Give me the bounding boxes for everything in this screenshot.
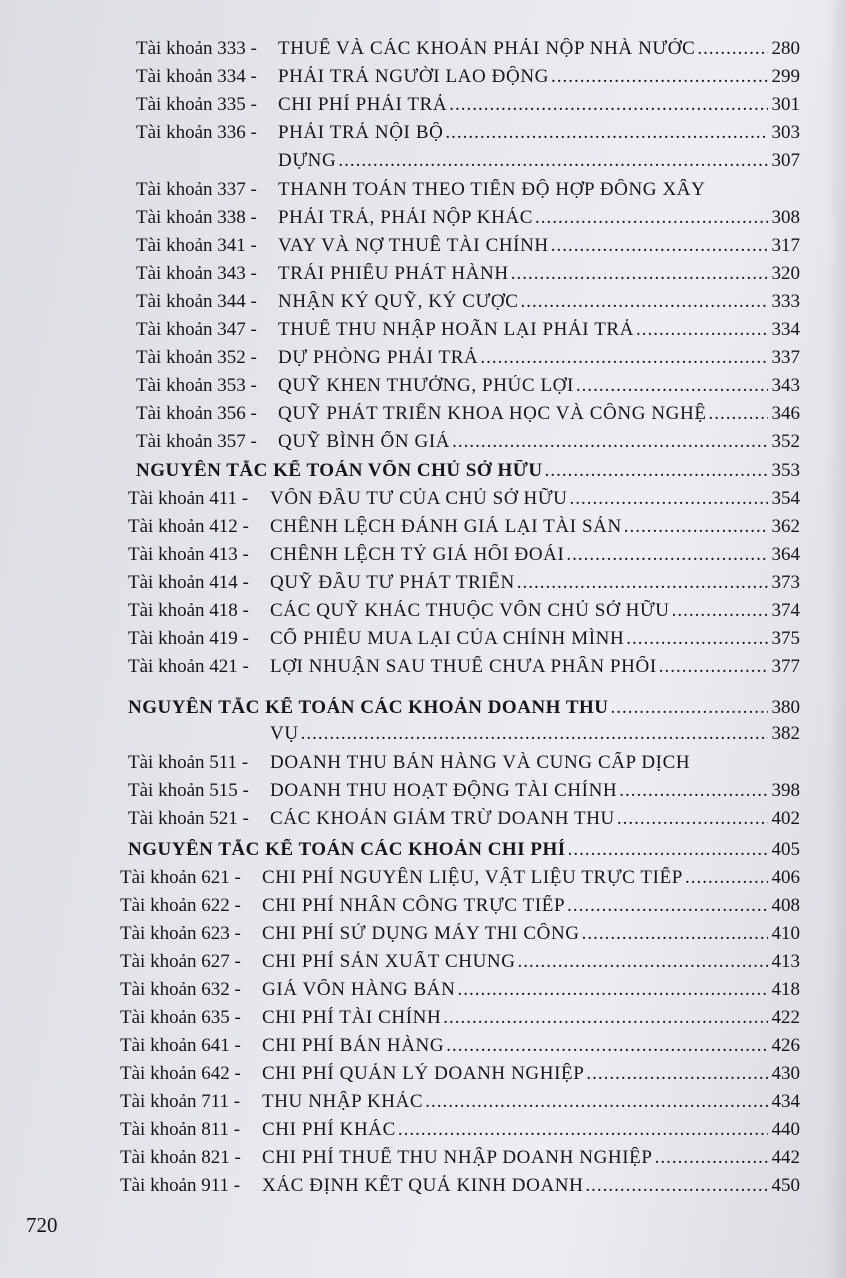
page-ref: 353 (771, 460, 800, 481)
toc-entry (136, 291, 800, 313)
toc-entry (120, 1063, 800, 1085)
account-code: Tài khoản 357 - (136, 431, 257, 452)
toc-section-heading (136, 460, 800, 482)
toc-entry (128, 600, 800, 622)
account-code: Tài khoản 352 - (136, 347, 257, 368)
dot-leader (626, 628, 768, 650)
page-ref: 413 (771, 951, 800, 972)
page-ref: 337 (771, 347, 800, 368)
account-title: QUỸ BÌNH ỔN GIÁ (278, 431, 451, 452)
dot-leader (697, 38, 768, 60)
dot-leader (655, 1147, 768, 1169)
account-code: Tài khoản 414 - (128, 572, 249, 593)
toc-section-heading (128, 697, 800, 719)
account-code: Tài khoản 642 - (120, 1063, 241, 1084)
page-ref: 317 (771, 235, 800, 256)
dot-leader (443, 1007, 768, 1029)
toc-entry (128, 808, 800, 830)
toc-entry (128, 656, 800, 678)
account-code: Tài khoản 627 - (120, 951, 241, 972)
dot-leader (566, 544, 768, 566)
dot-leader (452, 431, 768, 453)
toc-entry (120, 1091, 800, 1113)
account-title: CHI PHÍ NHÂN CÔNG TRỰC TIẾP (262, 895, 566, 916)
account-code: Tài khoản 711 - (120, 1091, 241, 1112)
page-ref: 382 (771, 723, 800, 744)
account-code: Tài khoản 632 - (120, 979, 241, 1000)
page-ref: 398 (771, 780, 800, 801)
toc-entry (136, 66, 800, 88)
account-code: Tài khoản 333 - (136, 38, 257, 59)
dot-leader (636, 319, 768, 341)
account-code: Tài khoản 641 - (120, 1035, 241, 1056)
account-code: Tài khoản 334 - (136, 66, 257, 87)
toc-entry (136, 207, 800, 229)
account-title: THUẾ VÀ CÁC KHOẢN PHẢI NỘP NHÀ NƯỚC (278, 38, 696, 59)
page-ref: 442 (771, 1147, 800, 1168)
dot-leader (685, 867, 768, 889)
dot-leader (551, 66, 768, 88)
page-ref: 434 (771, 1091, 800, 1112)
dot-leader (517, 572, 768, 594)
section-title: NGUYÊN TẮC KẾ TOÁN VỐN CHỦ SỞ HỮU (136, 460, 543, 481)
page-ref: 418 (771, 979, 800, 1000)
page-ref: 405 (771, 839, 800, 860)
page-number: 720 (26, 1213, 58, 1237)
dot-leader (535, 207, 768, 229)
page-ref: 333 (771, 291, 800, 312)
page-ref: 301 (771, 94, 800, 115)
account-title: CỔ PHIẾU MUA LẠI CỦA CHÍNH MÌNH (270, 628, 625, 649)
page-ref: 334 (771, 319, 800, 340)
account-code: Tài khoản 622 - (120, 895, 241, 916)
account-code: Tài khoản 623 - (120, 923, 241, 944)
account-title: CÁC QUỸ KHÁC THUỘC VỐN CHỦ SỞ HỮU (270, 600, 670, 621)
account-title: CHI PHÍ TÀI CHÍNH (262, 1007, 442, 1028)
toc-entry (120, 867, 800, 889)
dot-leader (567, 895, 768, 917)
toc-entry (120, 1007, 800, 1029)
toc-entry (120, 979, 800, 1001)
account-code: Tài khoản 515 - (128, 780, 249, 801)
toc-entry (120, 1119, 800, 1141)
toc-entry (128, 628, 800, 650)
page-ref: 362 (771, 516, 800, 537)
account-title: CÁC KHOẢN GIẢM TRỪ DOANH THU (270, 808, 615, 829)
account-code: Tài khoản 418 - (128, 600, 249, 621)
account-title: QUỸ KHEN THƯỞNG, PHÚC LỢI (278, 375, 574, 396)
page-ref: 374 (771, 600, 800, 621)
page-ref: 440 (771, 1119, 800, 1140)
account-code: Tài khoản 337 - (136, 179, 257, 200)
account-code: Tài khoản 338 - (136, 207, 257, 228)
toc-entry (128, 544, 800, 566)
toc-entry (136, 263, 800, 285)
account-title: CHI PHÍ NGUYÊN LIỆU, VẬT LIỆU TRỰC TIẾP (262, 867, 683, 888)
toc-entry (136, 235, 800, 257)
toc-entry (136, 122, 800, 144)
account-code: Tài khoản 356 - (136, 403, 257, 424)
dot-leader (449, 94, 768, 116)
page-ref: 430 (771, 1063, 800, 1084)
page-edge-shadow (826, 0, 846, 1278)
account-code: Tài khoản 821 - (120, 1147, 241, 1168)
toc-entry (120, 895, 800, 917)
toc-entry-continuation (270, 723, 800, 745)
account-code: Tài khoản 335 - (136, 94, 257, 115)
toc-entry-continuation (278, 150, 800, 172)
dot-leader (709, 403, 768, 425)
toc-section-heading (128, 839, 800, 861)
account-title: LỢI NHUẬN SAU THUẾ CHƯA PHÂN PHỐI (270, 656, 657, 677)
account-code: Tài khoản 347 - (136, 319, 257, 340)
section-title: NGUYÊN TẮC KẾ TOÁN CÁC KHOẢN DOANH THU (128, 697, 609, 718)
account-title: TRÁI PHIẾU PHÁT HÀNH (278, 263, 509, 284)
account-title: CHI PHÍ PHẢI TRẢ (278, 94, 448, 115)
toc-entry (136, 179, 800, 201)
account-code: Tài khoản 635 - (120, 1007, 241, 1028)
toc-entry (136, 38, 800, 60)
account-title: DOANH THU BÁN HÀNG VÀ CUNG CẤP DỊCH (270, 752, 691, 773)
account-code: Tài khoản 421 - (128, 656, 249, 677)
account-title: QUỸ ĐẦU TƯ PHÁT TRIỂN (270, 572, 515, 593)
page-ref: 364 (771, 544, 800, 565)
dot-leader (672, 600, 768, 622)
dot-leader (611, 697, 768, 719)
page-ref: 280 (771, 38, 800, 59)
account-title: CHI PHÍ SẢN XUẤT CHUNG (262, 951, 516, 972)
account-title: PHẢI TRẢ, PHẢI NỘP KHÁC (278, 207, 534, 228)
toc-entry (120, 923, 800, 945)
page-ref: 354 (771, 488, 800, 509)
account-code: Tài khoản 911 - (120, 1175, 241, 1196)
account-title: THANH TOÁN THEO TIẾN ĐỘ HỢP ĐỒNG XÂY (278, 179, 706, 200)
toc-entry (128, 572, 800, 594)
dot-leader (445, 122, 768, 144)
page-ref: 410 (771, 923, 800, 944)
toc-entry (136, 94, 800, 116)
toc-entry (136, 319, 800, 341)
dot-leader (398, 1119, 768, 1141)
dot-leader (659, 656, 768, 678)
dot-leader (570, 488, 769, 510)
account-title: XÁC ĐỊNH KẾT QUẢ KINH DOANH (262, 1175, 584, 1196)
account-code: Tài khoản 413 - (128, 544, 249, 565)
account-title: NHẬN KÝ QUỸ, KÝ CƯỢC (278, 291, 519, 312)
account-title: VỐN ĐẦU TƯ CỦA CHỦ SỞ HỮU (270, 488, 568, 509)
toc-entry (136, 403, 800, 425)
account-code: Tài khoản 811 - (120, 1119, 241, 1140)
toc-entry (128, 780, 800, 802)
account-title: QUỸ PHÁT TRIỂN KHOA HỌC VÀ CÔNG NGHỆ (278, 403, 707, 424)
dot-leader (301, 723, 768, 745)
account-code: Tài khoản 353 - (136, 375, 257, 396)
page-ref: 308 (771, 207, 800, 228)
page-ref: 320 (771, 263, 800, 284)
account-code: Tài khoản 419 - (128, 628, 249, 649)
page-ref: 346 (771, 403, 800, 424)
account-title: THUẾ THU NHẬP HOÃN LẠI PHẢI TRẢ (278, 319, 635, 340)
toc-entry (136, 375, 800, 397)
account-title: CHI PHÍ THUẾ THU NHẬP DOANH NGHIỆP (262, 1147, 653, 1168)
dot-leader (576, 375, 768, 397)
dot-leader (582, 923, 768, 945)
account-title: GIÁ VỐN HÀNG BÁN (262, 979, 456, 1000)
page-ref: 373 (771, 572, 800, 593)
account-code: Tài khoản 521 - (128, 808, 249, 829)
dot-leader (551, 235, 768, 257)
page-ref: 402 (771, 808, 800, 829)
account-code: Tài khoản 511 - (128, 752, 249, 773)
section-title: NGUYÊN TẮC KẾ TOÁN CÁC KHOẢN CHI PHÍ (128, 839, 566, 860)
page-ref: 422 (771, 1007, 800, 1028)
account-title: THU NHẬP KHÁC (262, 1091, 424, 1112)
account-code: Tài khoản 336 - (136, 122, 257, 143)
account-title-continuation: DỰNG (278, 150, 337, 171)
dot-leader (521, 291, 769, 313)
toc-entry (120, 1035, 800, 1057)
dot-leader (624, 516, 768, 538)
account-title: PHẢI TRẢ NỘI BỘ (278, 122, 444, 143)
account-code: Tài khoản 341 - (136, 235, 257, 256)
account-code: Tài khoản 621 - (120, 867, 241, 888)
account-title: CHI PHÍ QUẢN LÝ DOANH NGHIỆP (262, 1063, 585, 1084)
dot-leader (518, 951, 768, 973)
page-ref: 408 (771, 895, 800, 916)
toc-entry (128, 488, 800, 510)
account-code: Tài khoản 412 - (128, 516, 249, 537)
dot-leader (619, 780, 768, 802)
dot-leader (585, 1175, 768, 1197)
page-ref: 377 (771, 656, 800, 677)
dot-leader (457, 979, 768, 1001)
toc-entry (136, 347, 800, 369)
dot-leader (545, 460, 768, 482)
account-title: CHÊNH LỆCH ĐÁNH GIÁ LẠI TÀI SẢN (270, 516, 622, 537)
dot-leader (338, 150, 768, 172)
account-title: CHI PHÍ KHÁC (262, 1119, 396, 1140)
account-code: Tài khoản 343 - (136, 263, 257, 284)
toc-entry (128, 752, 800, 774)
account-title: DỰ PHÒNG PHẢI TRẢ (278, 347, 479, 368)
account-title: DOANH THU HOẠT ĐỘNG TÀI CHÍNH (270, 780, 618, 801)
dot-leader (511, 263, 768, 285)
account-title: CHÊNH LỆCH TỶ GIÁ HỐI ĐOÁI (270, 544, 565, 565)
toc-entry (120, 1175, 800, 1197)
account-title: PHẢI TRẢ NGƯỜI LAO ĐỘNG (278, 66, 549, 87)
account-title: VAY VÀ NỢ THUÊ TÀI CHÍNH (278, 235, 549, 256)
account-title: CHI PHÍ SỬ DỤNG MÁY THI CÔNG (262, 923, 580, 944)
dot-leader (446, 1035, 768, 1057)
account-code: Tài khoản 411 - (128, 488, 249, 509)
page-ref: 303 (771, 122, 800, 143)
toc-entry (128, 516, 800, 538)
dot-leader (568, 839, 768, 861)
dot-leader (480, 347, 768, 369)
dot-leader (425, 1091, 768, 1113)
toc-entry (136, 431, 800, 453)
page-ref: 380 (771, 697, 800, 718)
page-ref: 426 (771, 1035, 800, 1056)
toc-entry (120, 951, 800, 973)
account-code: Tài khoản 344 - (136, 291, 257, 312)
page-ref: 352 (771, 431, 800, 452)
page-ref: 375 (771, 628, 800, 649)
page-ref: 343 (771, 375, 800, 396)
page-ref: 299 (771, 66, 800, 87)
dot-leader (617, 808, 768, 830)
page-ref: 307 (771, 150, 800, 171)
page-ref: 406 (771, 867, 800, 888)
page-ref: 450 (771, 1175, 800, 1196)
account-title: CHI PHÍ BÁN HÀNG (262, 1035, 445, 1056)
toc-entry (120, 1147, 800, 1169)
account-title-continuation: VỤ (270, 723, 299, 744)
dot-leader (586, 1063, 768, 1085)
